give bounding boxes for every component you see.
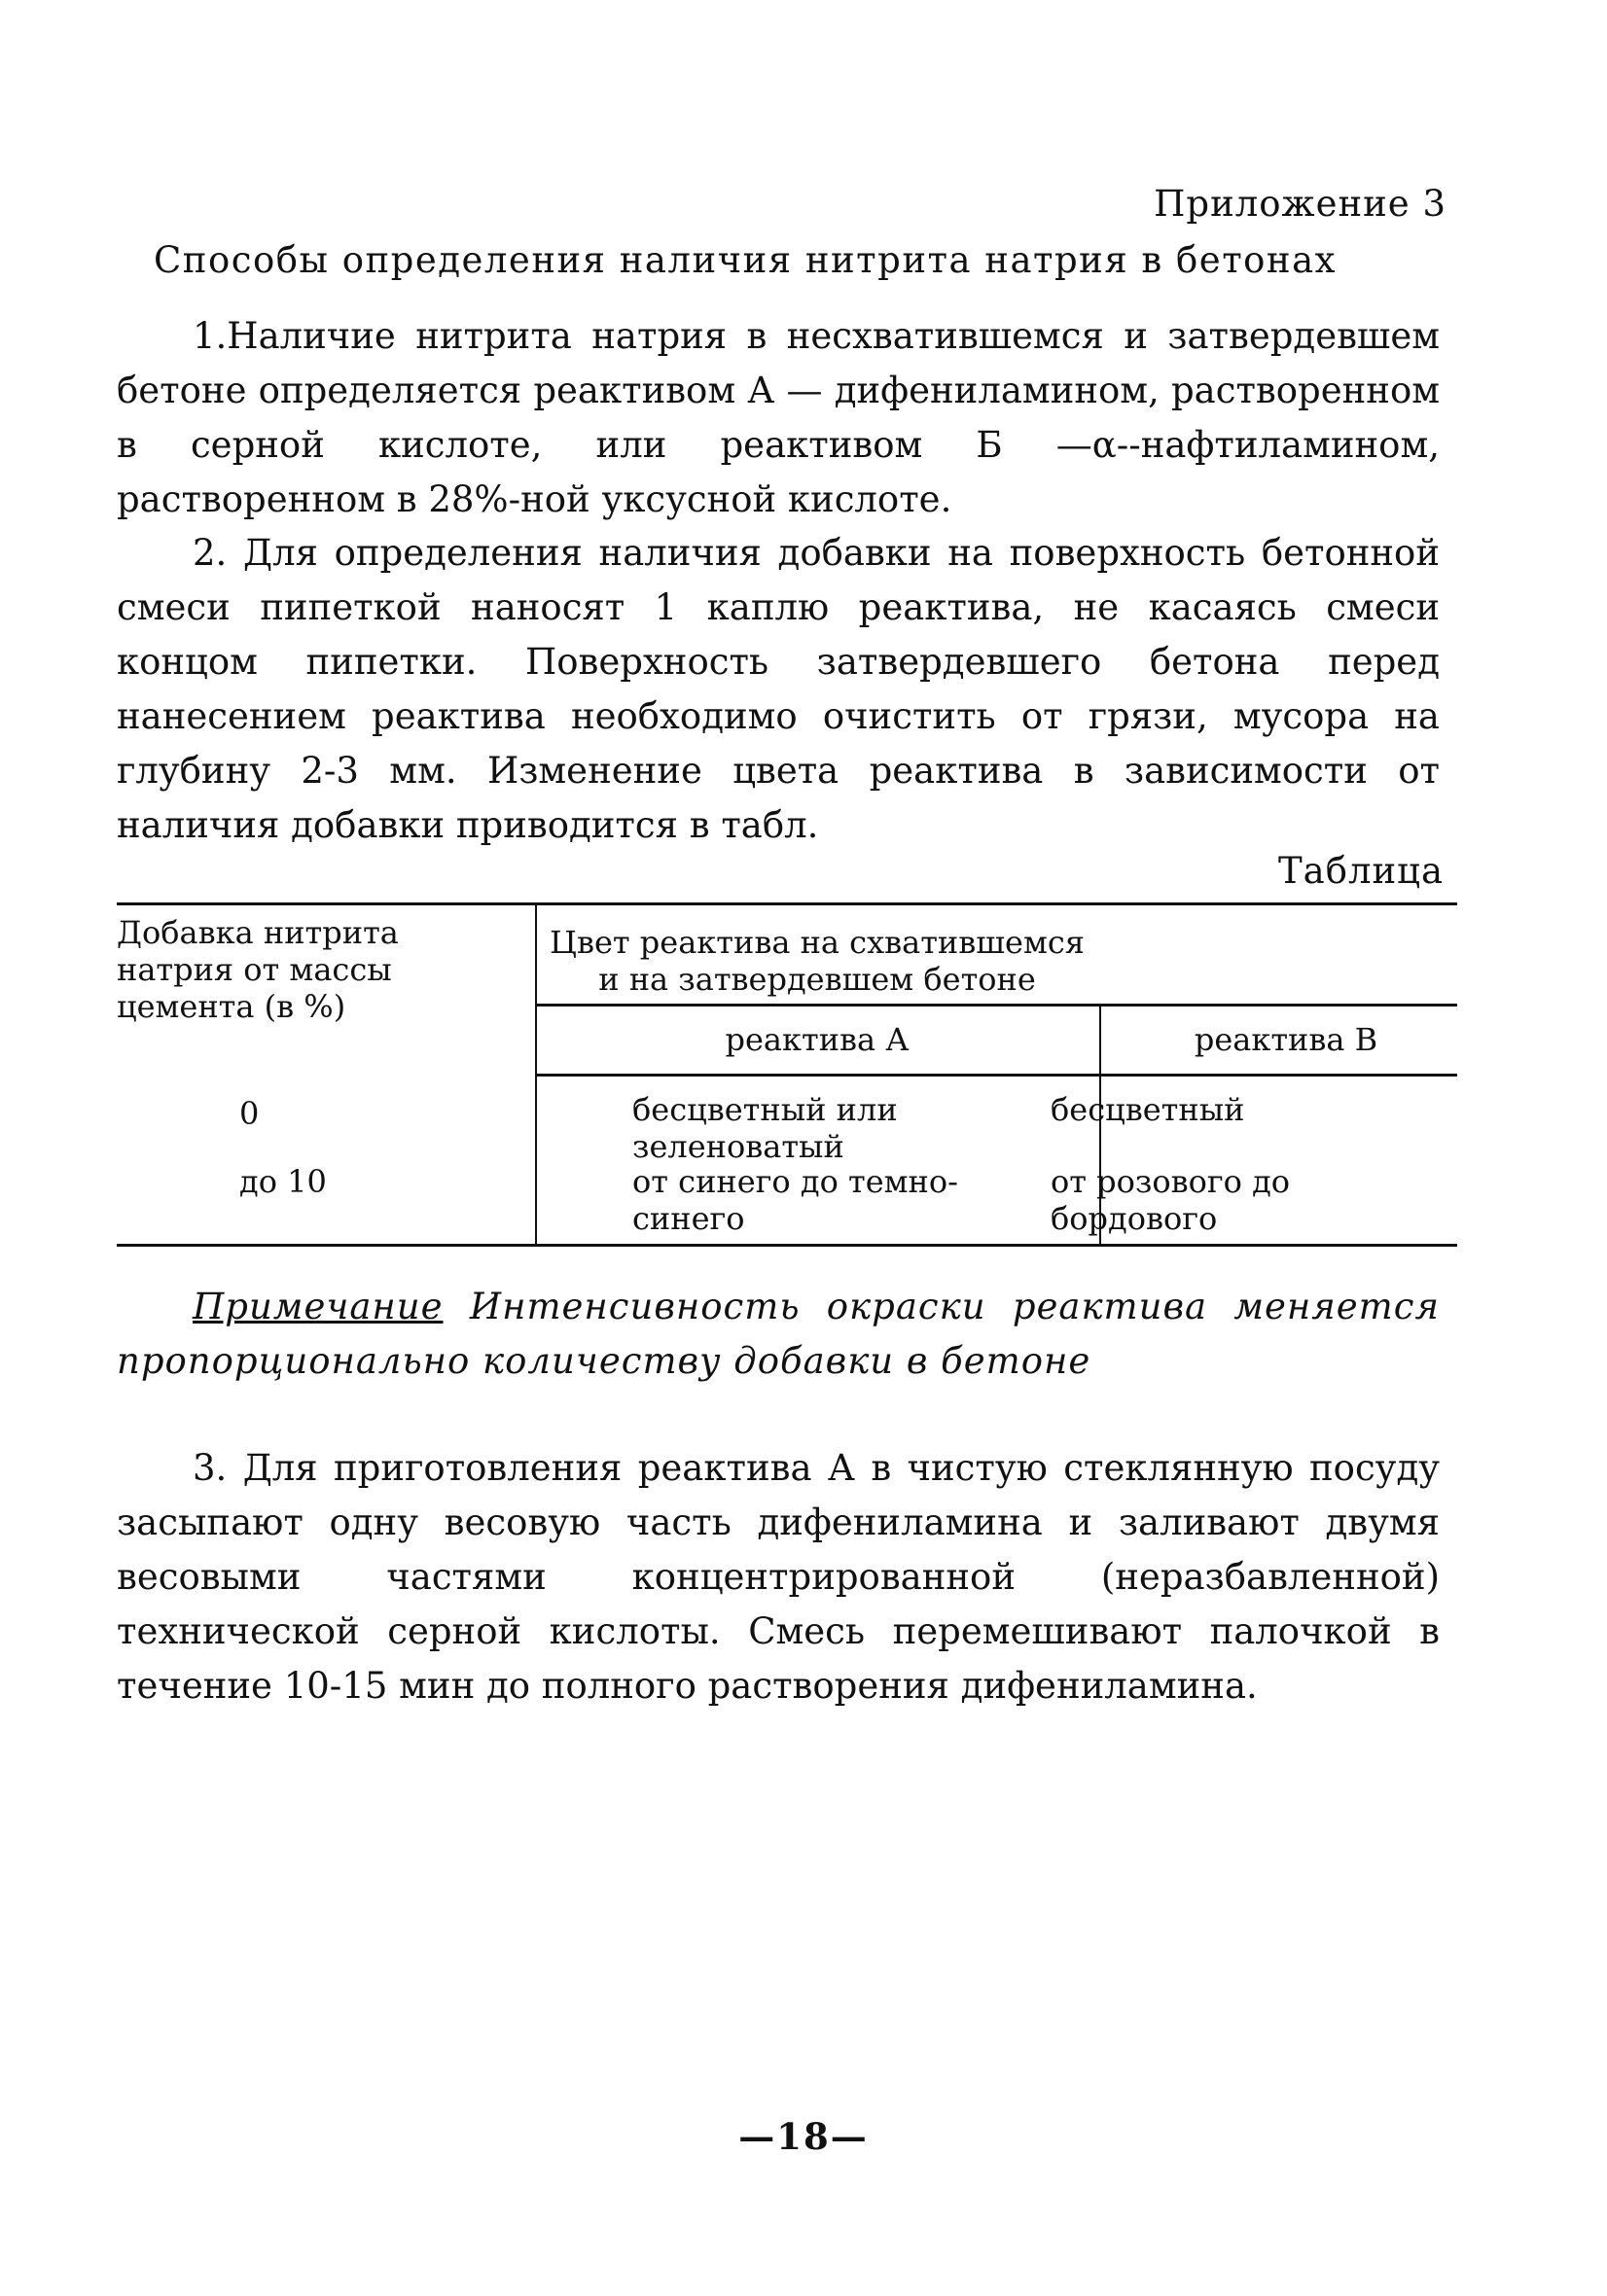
paragraph-3: 3. Для приготовления реактива А в чистую стеклянную посуду засыпают одну весовую часть дифениламина и заливают двумя весовыми частями концентрированной (неразбавленной) технической серной кислоты. Смесь перемешивают палочкой в течение 10-15 мин до полного растворения дифениламина. (117, 1447, 1440, 1707)
paragraph-2: 2. Для определения наличия добавки на поверхность бетонной смеси пипеткой наносят 1 каплю реактива, не касаясь смеси концом пипетки. Поверхность затвердевшего бетона перед нанесением реактива необходимо очистить от грязи, мусора на глубину 2-3 мм. Изменение цвета реактива в зависимости от наличия добавки приводится в табл. (117, 532, 1440, 846)
table-caption: Таблица (1277, 850, 1444, 892)
note-text: Интенсивность окраски реактива меняется пропорционально количеству добавки в бетоне (117, 1286, 1440, 1382)
table-bottom-rule (117, 1244, 1457, 1247)
table-header-additive: Добавка нитрита натрия от массы цемента (в %) (117, 914, 399, 1025)
page-number: —18— (738, 2115, 869, 2158)
table-cell-reagent-b: бесцветный (1051, 1091, 1245, 1128)
document-title: Способы определения наличия нитрита натрия в бетонах (154, 239, 1338, 281)
table-cell-reagent-b: от розового до бордового (1051, 1163, 1291, 1237)
table-top-rule (117, 902, 1457, 905)
table-cell-pct: до 10 (239, 1163, 327, 1200)
reagent-color-table (117, 902, 1457, 1247)
note-label: Примечание (193, 1286, 444, 1327)
table-cell-reagent-a: бесцветный или зеленоватый (632, 1091, 898, 1165)
table-header-reagent-color: Цвет реактива на схватившемся и на затвердевшем бетоне (550, 924, 1085, 998)
table-header-divider (535, 1004, 1457, 1007)
table-subheader-divider (535, 1074, 1457, 1077)
table-note (117, 1280, 1440, 1389)
table-cell-reagent-a: от синего до темно-синего (632, 1163, 958, 1237)
paragraph-1: 1.Наличие нитрита натрия в несхватившемся и затвердевшем бетоне определяется реактивом А — дифениламином, растворенном в серной кислоте, или реактивом Б —α--нафтиламином, растворенном в 28%-ной уксусной кислоте. (117, 315, 1440, 520)
table-header-reagent-a: реактива А (725, 1021, 910, 1058)
table-cell-pct: 0 (239, 1095, 260, 1132)
appendix-label: Приложение 3 (1154, 183, 1446, 225)
table-header-reagent-b: реактива В (1194, 1021, 1378, 1058)
